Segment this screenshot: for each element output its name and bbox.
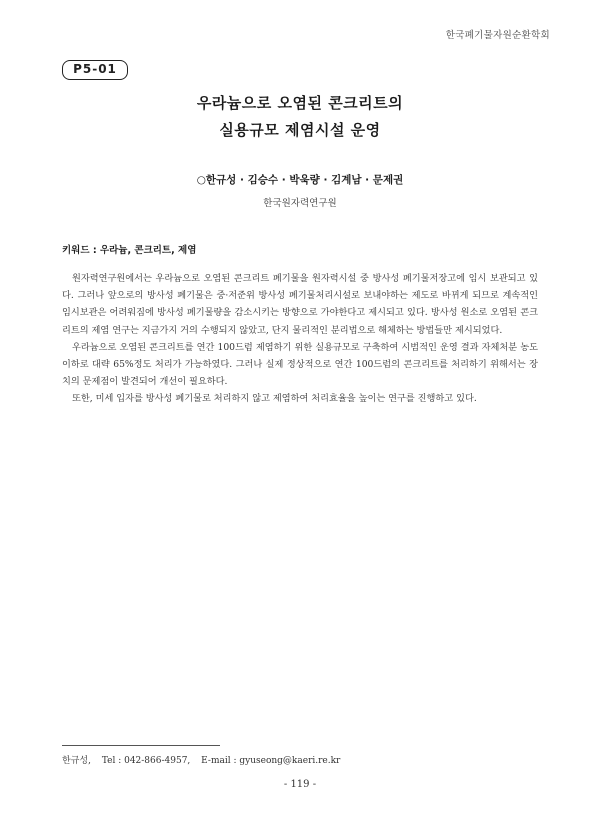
paper-title-line-1: 우라늄으로 오염된 콘크리트의 xyxy=(196,94,404,112)
page-number: - 119 - xyxy=(283,779,317,790)
paper-code-badge: P5-01 xyxy=(62,60,128,80)
abstract-paragraph: 원자력연구원에서는 우라늄으로 오염된 콘크리트 폐기물을 원자력시설 중 방사성 폐기물저장고에 임시 보관되고 있다. 그러나 앞으로의 방사성 폐기물은 중·저준위 방사성 폐기물처리시설로 보내야하는 제도로 바뀌게 되므로 계속적인 임시보관은 어려워짐에 방사성 폐기물량을 감소시키는 방향으로 가야한다고 제시되고 있다. 방사성 원소로 오염된 콘크리트의 제염 연구는 지금가지 거의 수행되지 않았고, 단지 물리적인 분리법으로 해체하는 방법들만 제시되었다. xyxy=(62,273,538,336)
abstract-body xyxy=(62,270,538,408)
paper-title-line-2: 실용규모 제염시설 운영 xyxy=(219,121,381,139)
keywords: 키워드 : 우라늄, 콘크리트, 제염 xyxy=(62,245,197,256)
footnote-tel: Tel : 042-866-4957, xyxy=(101,756,191,766)
footnote-divider xyxy=(62,745,220,746)
paper-title xyxy=(0,90,600,144)
footnote xyxy=(62,753,348,766)
society-name: 한국폐기물자원순환학회 xyxy=(445,30,550,41)
affiliation: 한국원자력연구원 xyxy=(263,198,337,209)
abstract-paragraph: 우라늄으로 오염된 콘크리트를 연간 100드럼 제염하기 위한 실용규모로 구축하여 시범적인 운영 결과 자체처분 농도 이하로 대략 65%정도 처리가 가능하였다. 그러나 실제 정상적으로 연간 100드럼의 콘크리트를 처리하기 위해서는 장치의 문제점이 발견되어 개선이 필요하다. xyxy=(62,341,538,388)
abstract-paragraph: 또한, 미세 입자를 방사성 폐기물로 처리하지 않고 제염하여 처리효율을 높이는 연구를 진행하고 있다. xyxy=(72,393,477,405)
author-list: ○한규성 · 김승수 · 박욱량 · 김계남 · 문제권 xyxy=(196,174,404,186)
footnote-email: E-mail : gyuseong@kaeri.re.kr xyxy=(201,756,341,766)
footnote-author: 한규성, xyxy=(62,756,91,766)
